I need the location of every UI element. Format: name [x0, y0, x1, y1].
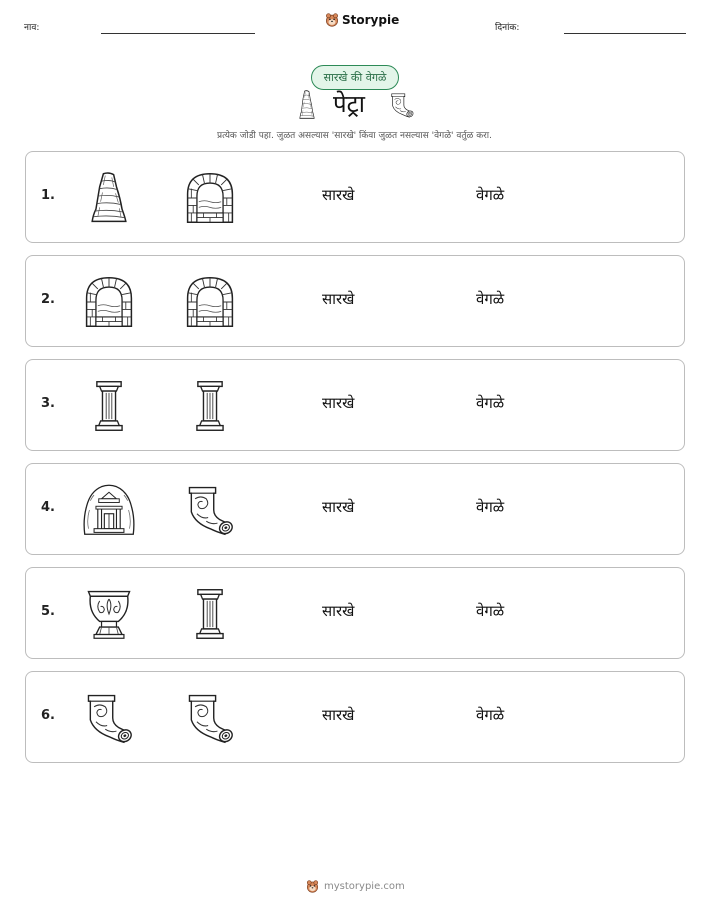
worksheet-type-badge: सारखे की वेगळे [311, 65, 399, 90]
different-option[interactable]: वेगळे [476, 290, 505, 308]
same-option[interactable]: सारखे [322, 498, 355, 516]
date-field[interactable] [564, 33, 686, 34]
same-option[interactable]: सारखे [322, 706, 355, 724]
column-icon [81, 378, 137, 434]
name-label: नाव: [24, 23, 40, 33]
rock-pillar-icon [295, 89, 319, 121]
mascot-icon [325, 13, 339, 27]
question-row [25, 359, 685, 451]
arched-gateway-icon [182, 170, 238, 226]
mascot-icon [306, 880, 319, 893]
same-option[interactable]: सारखे [322, 394, 355, 412]
question-number: 1. [41, 188, 55, 203]
different-option[interactable]: वेगळे [476, 394, 505, 412]
footer-url[interactable]: mystorypie.com [324, 881, 405, 892]
treasury-facade-icon [81, 482, 137, 538]
urn-icon [81, 586, 137, 642]
arched-gateway-icon [182, 274, 238, 330]
page-title: पेट्रा [333, 90, 365, 118]
question-number: 5. [41, 604, 55, 619]
scroll-capital-icon [388, 91, 416, 119]
scroll-capital-icon [182, 482, 238, 538]
scroll-capital-icon [81, 690, 137, 746]
question-number: 4. [41, 500, 55, 515]
different-option[interactable]: वेगळे [476, 706, 505, 724]
date-label: दिनांक: [495, 23, 520, 33]
same-option[interactable]: सारखे [322, 186, 355, 204]
different-option[interactable]: वेगळे [476, 602, 505, 620]
question-number: 2. [41, 292, 55, 307]
scroll-capital-icon [182, 690, 238, 746]
column-icon [182, 378, 238, 434]
same-option[interactable]: सारखे [322, 290, 355, 308]
question-row [25, 255, 685, 347]
column-icon [182, 586, 238, 642]
instructions: प्रत्येक जोडी पहा. जुळत असल्यास 'सारखे' किंवा जुळत नसल्यास 'वेगळे' वर्तुळ करा. [216, 131, 492, 141]
question-row [25, 463, 685, 555]
question-number: 3. [41, 396, 55, 411]
arched-gateway-icon [81, 274, 137, 330]
storypie-logo [325, 13, 399, 27]
rock-pillar-icon [81, 170, 137, 226]
question-number: 6. [41, 708, 55, 723]
footer [306, 880, 405, 893]
same-option[interactable]: सारखे [322, 602, 355, 620]
question-row [25, 567, 685, 659]
different-option[interactable]: वेगळे [476, 186, 505, 204]
name-field[interactable] [101, 33, 255, 34]
question-row [25, 151, 685, 243]
logo-text: Storypie [342, 13, 400, 27]
question-row [25, 671, 685, 763]
different-option[interactable]: वेगळे [476, 498, 505, 516]
